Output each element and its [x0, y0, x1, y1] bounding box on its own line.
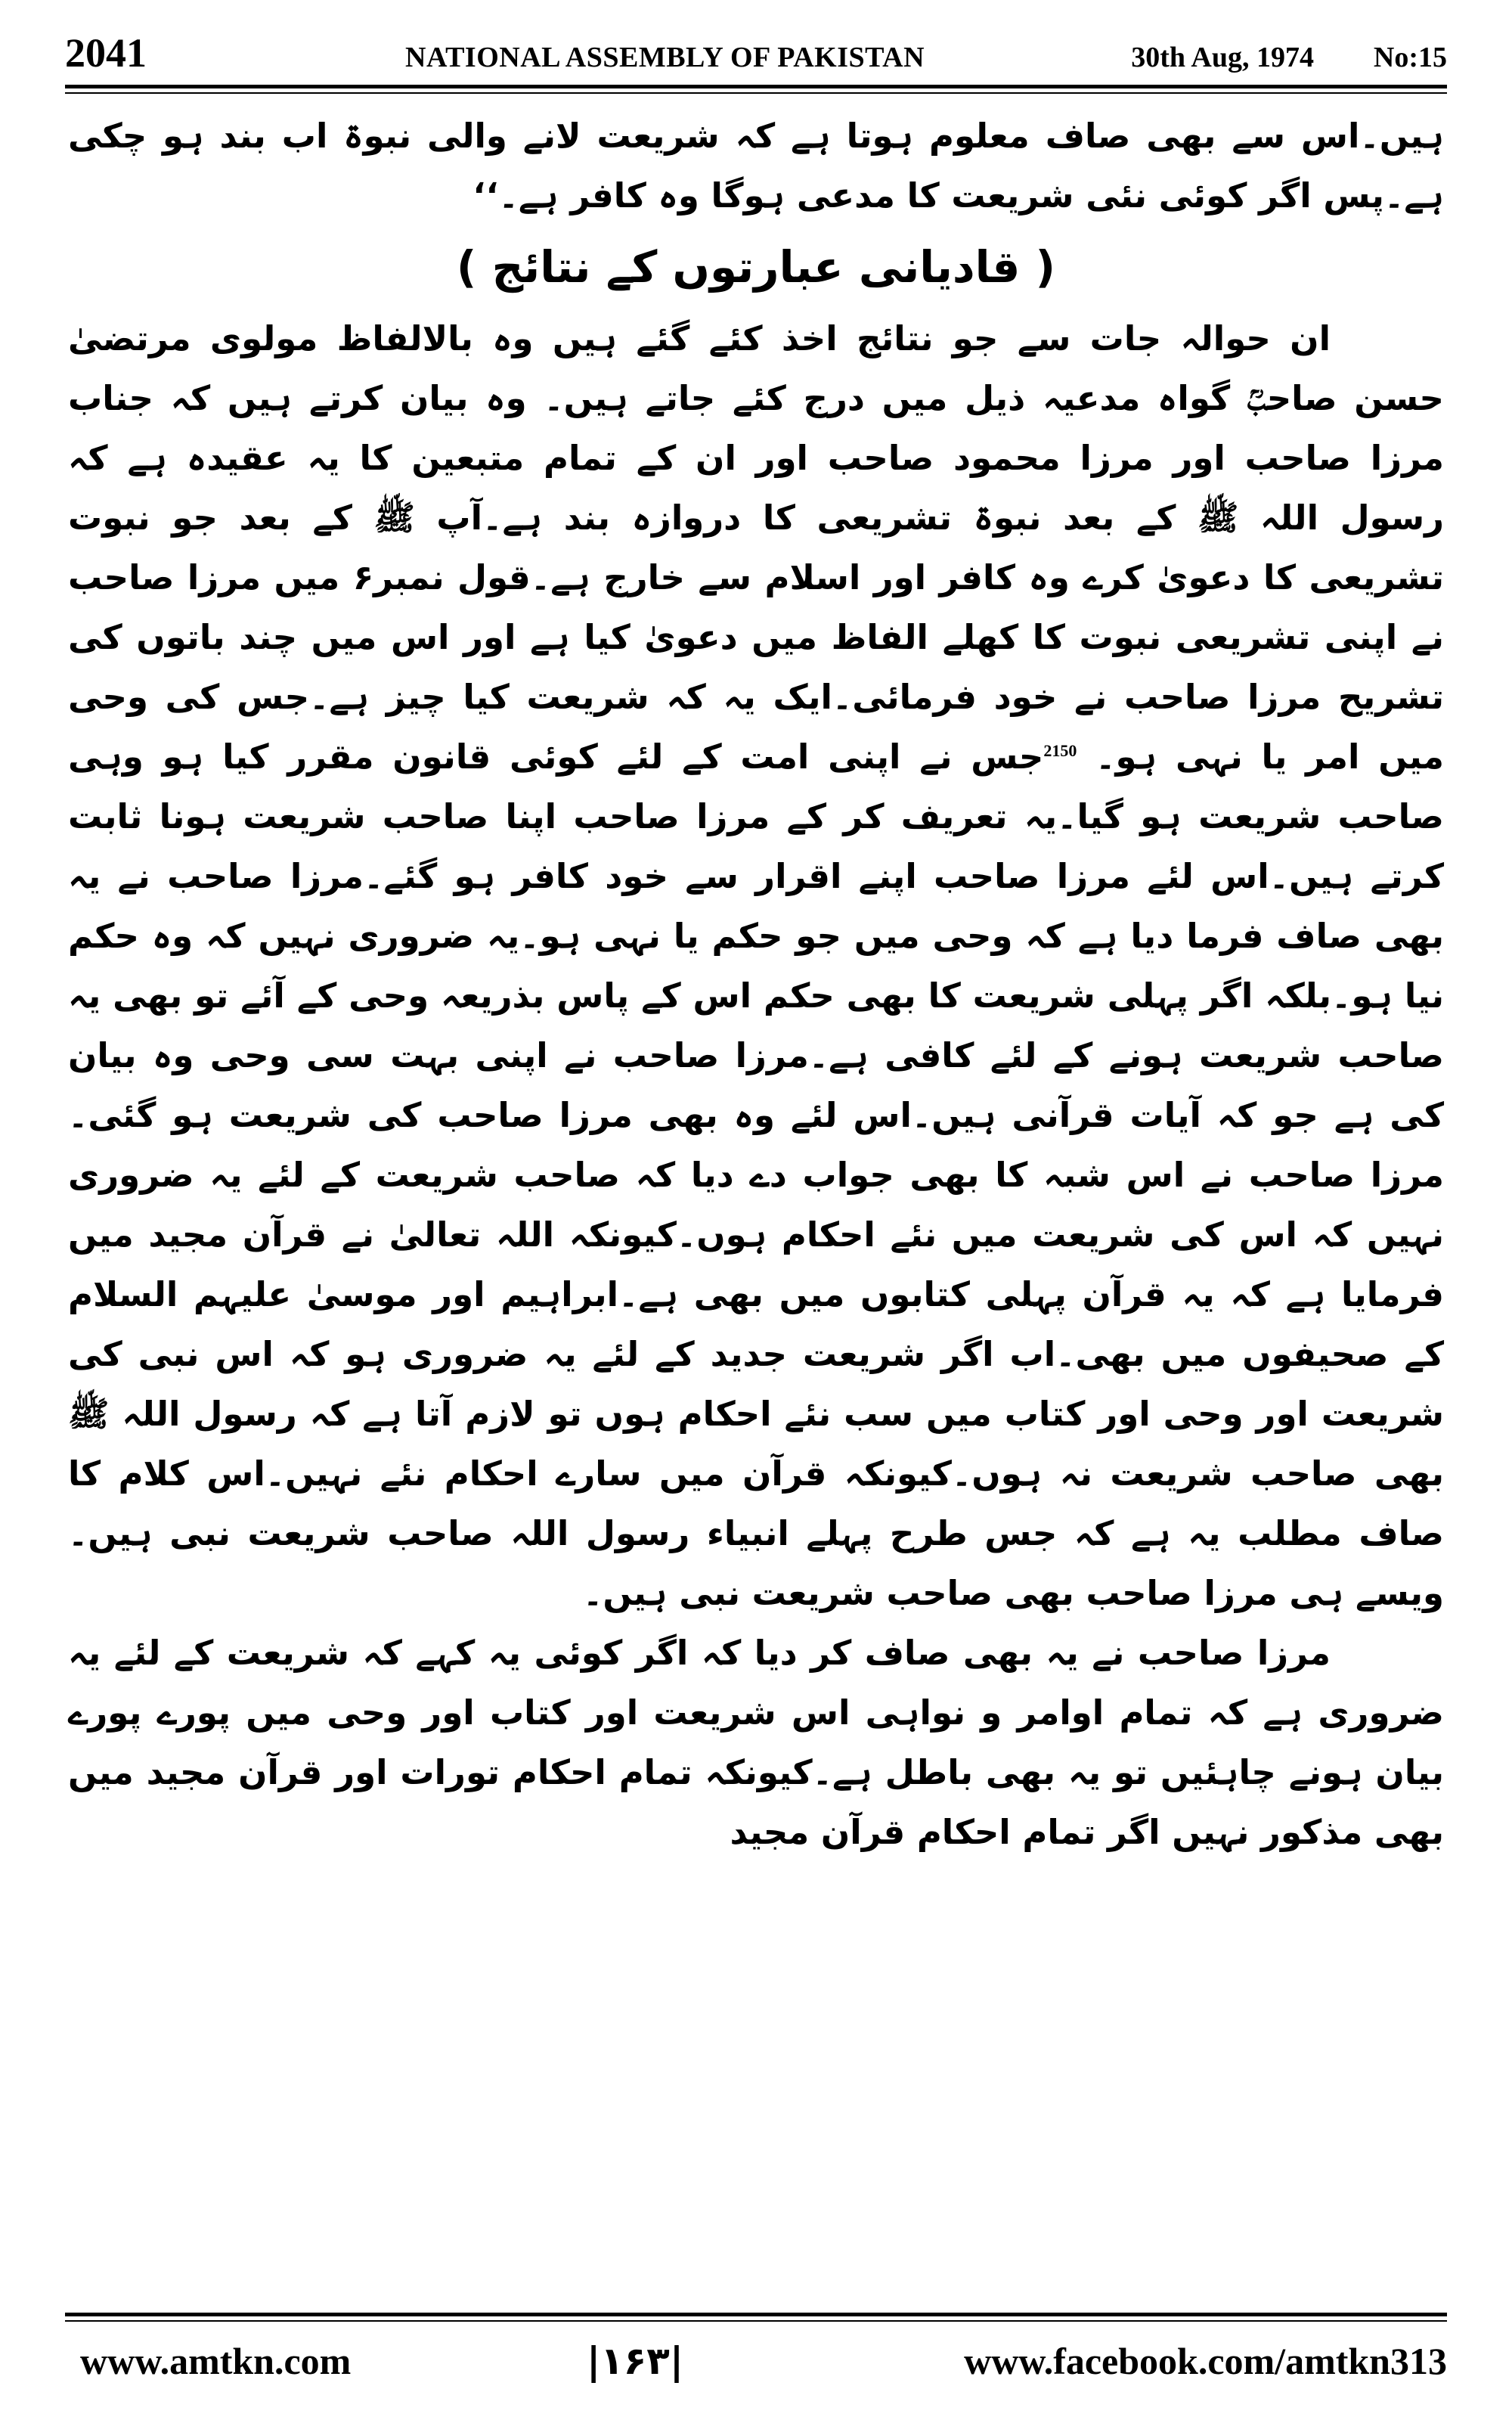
page-number: 2041 [65, 30, 147, 76]
paragraph-1 [68, 309, 1444, 1623]
footer-rule [65, 2313, 1447, 2316]
header-rule-thin [65, 92, 1447, 94]
paragraph-1-text-a: ان حوالہ جات سے جو نتائج اخذ کئے گئے ہیں وہ بالالفاظ مولوی مرتضیٰ حسن صاحبؒ گواہ مدعیہ ذیل میں درج کئے جاتے ہیں۔ وہ بیان کرتے ہیں کہ جناب مرزا صاحب اور مرزا محمود صاحب اور ان کے تمام متبعین کا یہ عقیدہ ہے کہ رسول اللہ ﷺ کے بعد نبوۃ تشریعی کا دروازہ بند ہے۔آپ ﷺ کے بعد جو نبوت تشریعی کا دعویٰ کرے وہ کافر اور اسلام سے خارج ہے۔قول نمبر۶ میں مرزا صاحب نے اپنی تشریعی نبوت کا کھلے الفاظ میں دعویٰ کیا ہے اور اس میں چند باتوں کی تشریح مرزا صاحب نے خود فرمائی۔ایک یہ کہ شریعت کیا چیز ہے۔جس کی وحی میں امر یا نہی ہو۔ [68, 318, 1444, 777]
header-date: 30th Aug, 1974 [1131, 42, 1314, 73]
page-footer [65, 2331, 1447, 2391]
paragraph-2: مرزا صاحب نے یہ بھی صاف کر دیا کہ اگر کوئی یہ کہے کہ شریعت کے لئے یہ ضروری ہے کہ تمام اوامر و نواہی اس شریعت اور کتاب اور وحی میں پورے پورے بیان ہونے چاہئیں تو یہ بھی باطل ہے۔کیونکہ تمام احکام تورات اور قرآن مجید میں بھی مذکور نہیں اگر تمام احکام قرآن مجید [68, 1633, 1444, 1852]
footer-website-link[interactable]: www.amtkn.com [80, 2340, 352, 2382]
opening-paragraph: ہیں۔اس سے بھی صاف معلوم ہوتا ہے کہ شریعت لانے والی نبوۃ اب بند ہو چکی ہے۔پس اگر کوئی نئی شریعت کا مدعی ہوگا وہ کافر ہے۔‘‘ [68, 116, 1444, 216]
header-title: NATIONAL ASSEMBLY OF PAKISTAN [405, 42, 925, 73]
page-header [65, 29, 1447, 82]
paragraph-1-text-b: جس نے اپنی امت کے لئے کوئی قانون مقرر کیا ہو وہی صاحب شریعت ہو گیا۔یہ تعریف کر کے مرزا صاحب اپنا صاحب شریعت ہونا ثابت کرتے ہیں۔اس لئے مرزا صاحب اپنے اقرار سے خود کافر ہو گئے۔مرزا صاحب نے یہ بھی صاف فرما دیا ہے کہ وحی میں جو حکم یا نہی ہو۔یہ ضروری نہیں کہ وہ حکم نیا ہو۔بلکہ اگر پہلی شریعت کا بھی حکم اس کے پاس بذریعہ وحی کے آئے تو بھی یہ صاحب شریعت ہونے کے لئے کافی ہے۔مرزا صاحب نے اپنی بہت سی وحی وہ بیان کی ہے جو کہ آیات قرآنی ہیں۔اس لئے وہ بھی مرزا صاحب کی شریعت ہو گئی۔مرزا صاحب نے اس شبہ کا بھی جواب دے دیا کہ صاحب شریعت کے لئے یہ ضروری نہیں کہ اس کی شریعت میں نئے احکام ہوں۔کیونکہ اللہ تعالیٰ نے قرآن مجید میں فرمایا ہے کہ یہ قرآن پہلی کتابوں میں بھی ہے۔ابراہیم اور موسیٰ علیہم السلام کے صحیفوں میں بھی۔اب اگر شریعت جدید کے لئے یہ ضروری ہو کہ اس نبی کی شریعت اور وحی اور کتاب میں سب نئے احکام ہوں تو لازم آتا ہے کہ رسول اللہ ﷺ بھی صاحب شریعت نہ ہوں۔کیونکہ قرآن میں سارے احکام نئے نہیں۔اس کلام کا صاف مطلب یہ ہے کہ جس طرح پہلے انبیاء رسول اللہ صاحب شریعت نبی ہیں۔ویسے ہی مرزا صاحب بھی صاحب شریعت نبی ہیں۔ [68, 737, 1444, 1613]
footer-facebook-link[interactable]: www.facebook.com/amtkn313 [964, 2340, 1447, 2382]
footer-rule-thin [65, 2320, 1447, 2322]
header-rule [65, 85, 1447, 88]
header-issue-number: No:15 [1373, 42, 1447, 73]
page-body [68, 106, 1444, 1862]
section-heading: ( قادیانی عبارتوں کے نتائج ) [456, 241, 1056, 293]
reference-number: 2150 [1043, 741, 1077, 760]
footer-page-marker: |۱۶۳| [587, 2339, 684, 2383]
